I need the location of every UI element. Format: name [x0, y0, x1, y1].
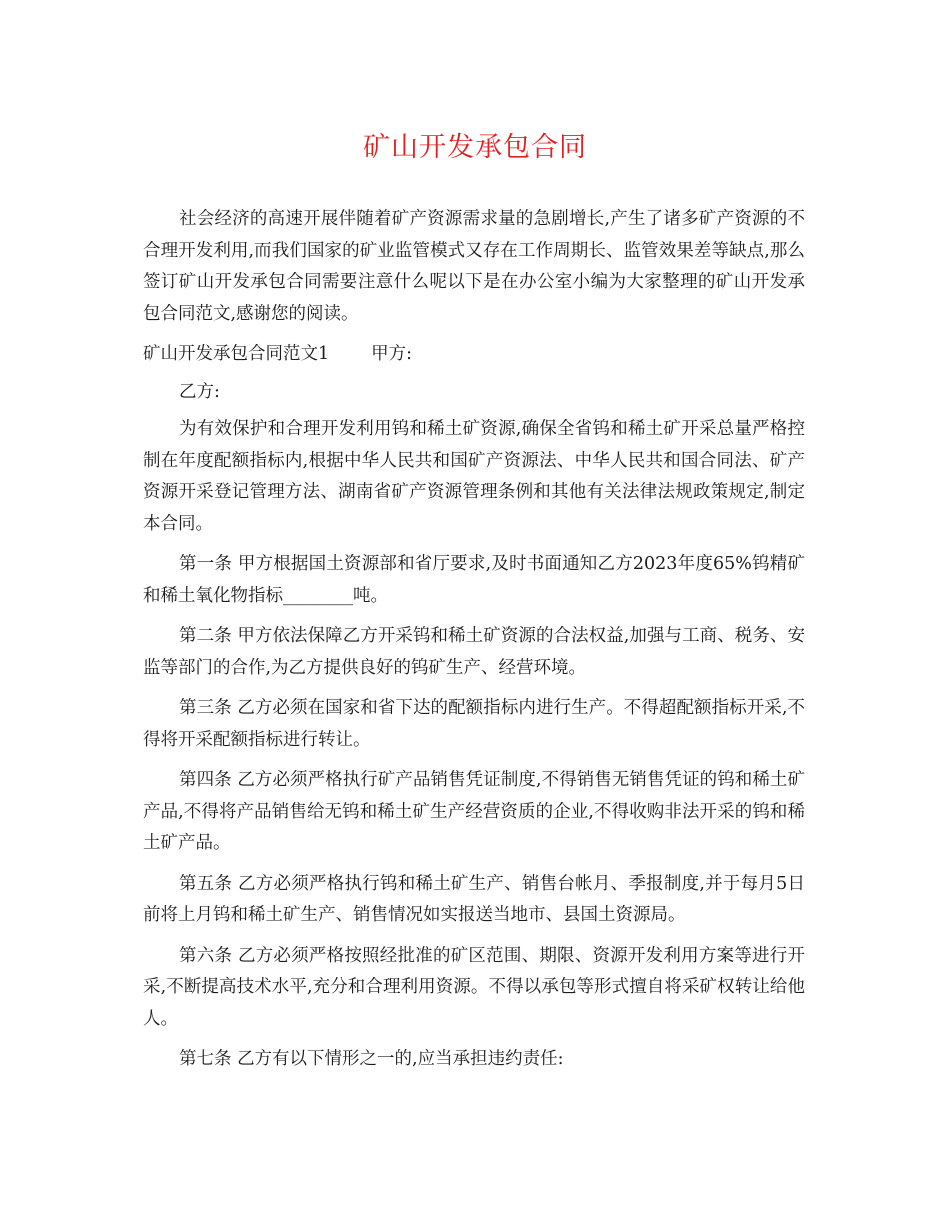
- article-3: 第三条 乙方必须在国家和省下达的配额指标内进行生产。不得超配额指标开采,不得将开采配额指标进行转让。: [143, 698, 805, 750]
- article-1: 第一条 甲方根据国土资源部和省厅要求,及时书面通知乙方2023年度65%钨精矿和稀土氧化物指标________吨。: [143, 554, 805, 606]
- article-7: 第七条 乙方有以下情形之一的,应当承担违约责任:: [179, 1049, 564, 1069]
- party-a-label: 甲方:: [371, 344, 413, 364]
- document-title: 矿山开发承包合同: [363, 132, 587, 163]
- intro-paragraph: 社会经济的高速开展伴随着矿产资源需求量的急剧增长,产生了诸多矿产资源的不合理开发利用,而我们国家的矿业监管模式又存在工作周期长、监管效果差等缺点,那么签订矿山开发承包合同需要注意什么呢以下是在办公室小编为大家整理的矿山开发承包合同范文,感谢您的阅读。: [143, 209, 805, 324]
- sample-heading: 矿山开发承包合同范文1: [143, 344, 330, 364]
- article-4: 第四条 乙方必须严格执行矿产品销售凭证制度,不得销售无销售凭证的钨和稀土矿产品,不得将产品销售给无钨和稀土矿生产经营资质的企业,不得收购非法开采的钨和稀土矿产品。: [143, 770, 805, 853]
- document-body: [143, 204, 805, 1085]
- party-b-label: 乙方:: [179, 381, 220, 402]
- article-2: 第二条 甲方依法保障乙方开采钨和稀土矿资源的合法权益,加强与工商、税务、安监等部门的合作,为乙方提供良好的钨矿生产、经营环境。: [143, 626, 805, 678]
- article-6: 第六条 乙方必须严格按照经批准的矿区范围、期限、资源开发利用方案等进行开采,不断提高技术水平,充分和合理利用资源。不得以承包等形式擅自将采矿权转让给他人。: [143, 945, 805, 1029]
- article-5: 第五条 乙方必须严格执行钨和稀土矿生产、销售台帐月、季报制度,并于每月5日前将上月钨和稀土矿生产、销售情况如实报送当地市、县国土资源局。: [143, 873, 805, 925]
- sample-heading-line: [143, 339, 805, 371]
- preamble-paragraph: 为有效保护和合理开发利用钨和稀土矿资源,确保全省钨和稀土矿开采总量严格控制在年度配额指标内,根据中华人民共和国矿产资源法、中华人民共和国合同法、矿产资源开采登记管理方法、湖南省矿产资源管理条例和其他有关法律法规政策规定,制定本合同。: [143, 419, 805, 534]
